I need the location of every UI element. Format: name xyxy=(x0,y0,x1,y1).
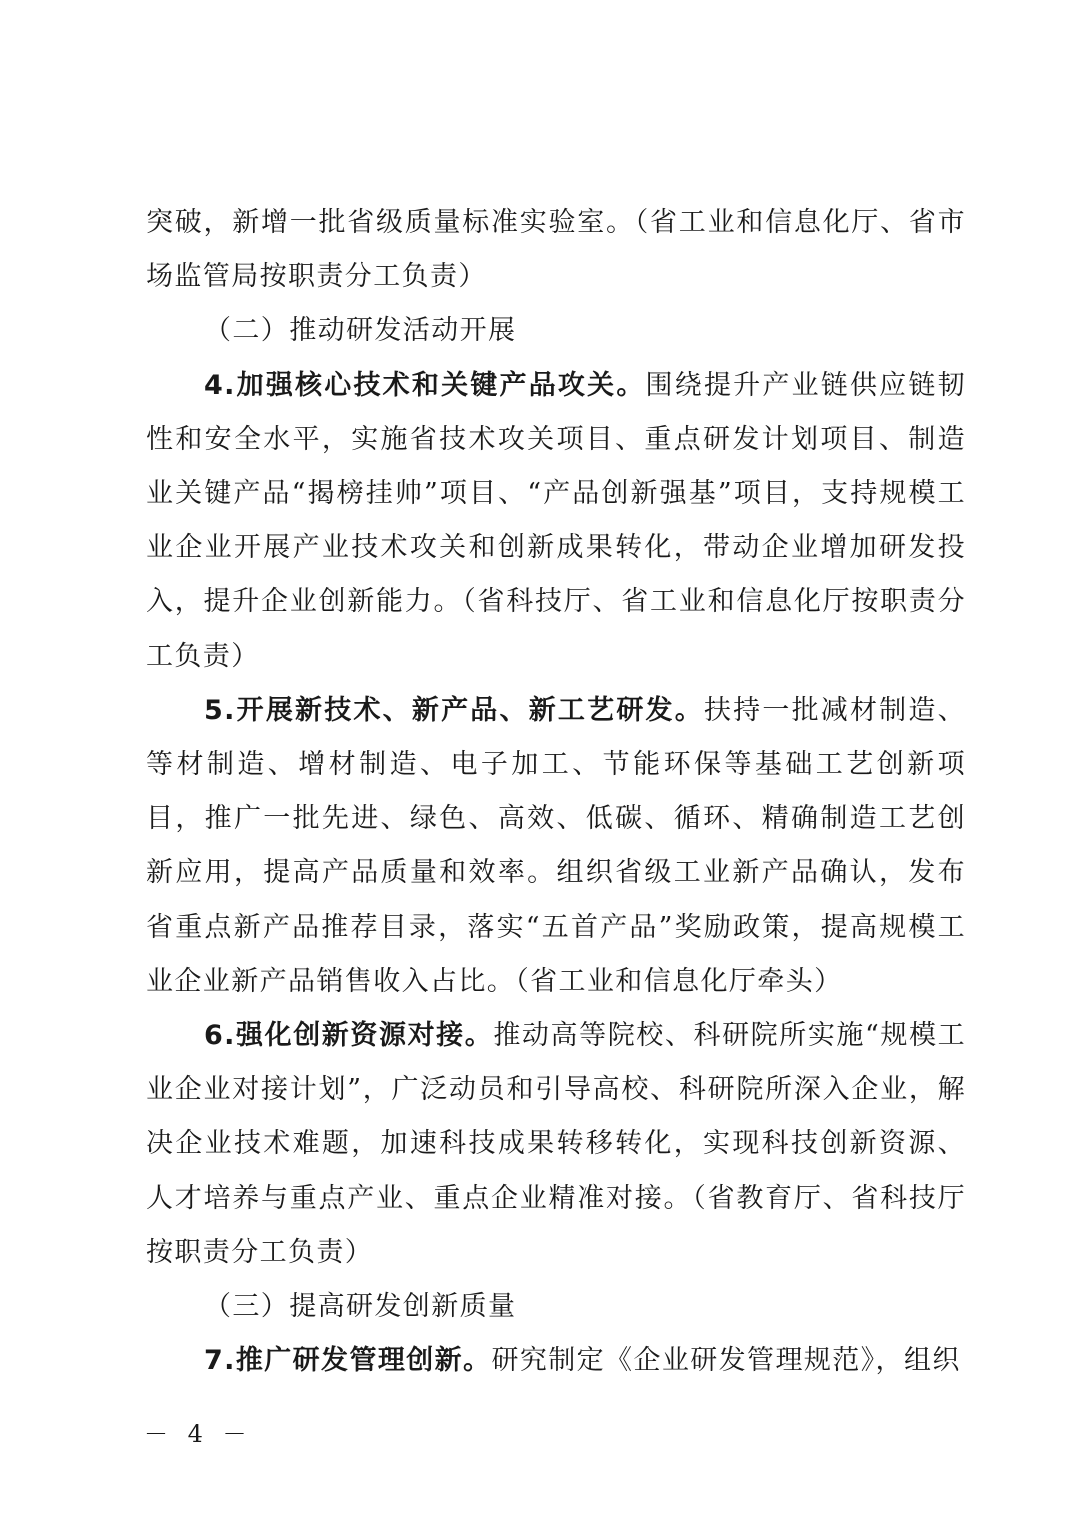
document-body xyxy=(146,196,966,1388)
paragraph-item-7 xyxy=(146,1334,966,1388)
item-4-title: 4.加强核心技术和关键产品攻关。 xyxy=(204,369,646,401)
page-number: － 4 － xyxy=(144,1420,253,1448)
paragraph-continuation: 突破，新增一批省级质量标准实验室。（省工业和信息化厅、省市场监管局按职责分工负责） xyxy=(146,207,966,293)
item-7-body: 研究制定《企业研发管理规范》，组织 xyxy=(491,1345,961,1377)
item-6-body: 推动高等院校、科研院所实施“规模工业企业对接计划”，广泛动员和引导高校、科研院所深入企业，解决企业技术难题，加速科技成果转移转化，实现科技创新资源、人才培养与重点产业、重点企业精准对接。（省教育厅、省科技厅按职责分工负责） xyxy=(146,1020,966,1268)
section-heading-2: （二）推动研发活动开展 xyxy=(204,315,517,347)
item-7-title: 7.推广研发管理创新。 xyxy=(204,1345,492,1377)
item-5-title: 5.开展新技术、新产品、新工艺研发。 xyxy=(204,694,704,726)
item-5-body: 扶持一批减材制造、等材制造、增材制造、电子加工、节能环保等基础工艺创新项目，推广一批先进、绿色、高效、低碳、循环、精确制造工艺创新应用，提高产品质量和效率。组织省级工业新产品确认，发布省重点新产品推荐目录，落实“五首产品”奖励政策，提高规模工业企业新产品销售收入占比。（省工业和信息化厅牵头） xyxy=(146,694,966,997)
paragraph-item-4 xyxy=(146,359,966,684)
item-6-title: 6.强化创新资源对接。 xyxy=(204,1020,494,1052)
section-heading-3: （三）提高研发创新质量 xyxy=(204,1291,517,1323)
paragraph-item-6 xyxy=(146,1009,966,1280)
paragraph-item-5 xyxy=(146,684,966,1009)
item-4-body: 围绕提升产业链供应链韧性和安全水平，实施省技术攻关项目、重点研发计划项目、制造业关键产品“揭榜挂帅”项目、“产品创新强基”项目，支持规模工业企业开展产业技术攻关和创新成果转化，带动企业增加研发投入，提升企业创新能力。（省科技厅、省工业和信息化厅按职责分工负责） xyxy=(146,369,966,672)
